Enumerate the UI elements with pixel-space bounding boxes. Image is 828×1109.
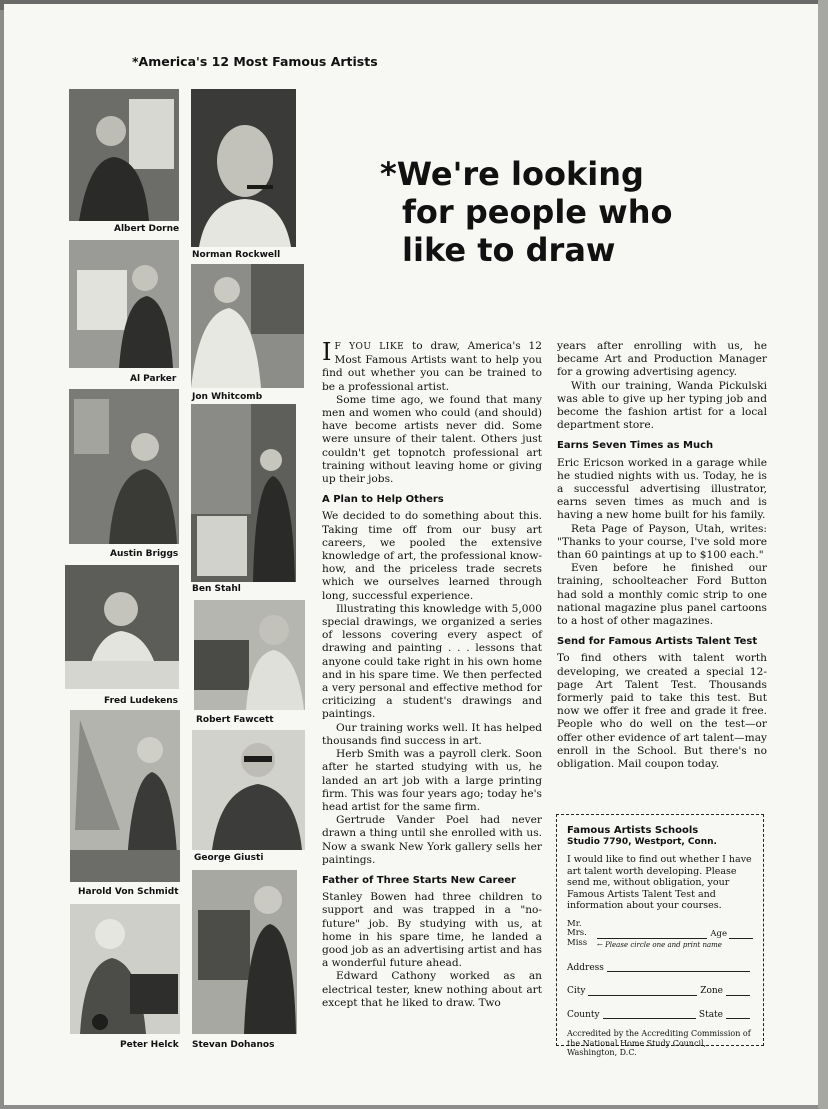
paragraph: Eric Ericson worked in a garage while he studied nights with us. Today, he is a successful advertising illustrator, earns seven times as much and is having a new home built for his family. [557, 456, 767, 522]
paragraph: Our training works well. It has helped thousands find success in art. [322, 721, 542, 747]
headline-line-1: *We're looking [380, 155, 644, 193]
title-mr[interactable]: Mr. [567, 918, 582, 929]
artist-caption: Harold Von Schmidt [78, 887, 179, 897]
page-edge-right [818, 0, 828, 1109]
paragraph: To find others with talent worth developing, we created a special 12-page Art Talent Test. Thousands formerly paid to take this test. But now we offer it free and grade it free. People who do well on the test—or offer other evidence of art talent—may enroll in the School. But there's no obligation. Mail coupon today. [557, 652, 767, 771]
paragraph: Some time ago, we found that many men and women who could (and should) have become artists never did. Some were unsure of their talent. Others just couldn't get topnotch professional art training without leaving home or giving up their jobs. [322, 393, 542, 486]
portrait-image [69, 89, 179, 221]
artist-caption: Robert Fawcett [196, 715, 274, 725]
artist-caption: Albert Dorne [114, 224, 180, 234]
age-label: Age [710, 928, 727, 939]
paragraph: Edward Cathony worked as an electrical tester, knew nothing about art except that he liked to draw. Two [322, 970, 542, 1009]
coupon-body: I would like to find out whether I have art talent worth developing. Please send me, without obligation, your Famous Artists Talent Test and information about your courses. [567, 854, 752, 911]
paragraph: Gertrude Vander Poel had never drawn a thing until she enrolled with us. Now a swank New York gallery sells her paintings. [322, 814, 542, 866]
address-line[interactable] [607, 971, 750, 972]
artist-caption: George Giusti [194, 853, 264, 863]
county-state-field[interactable] [567, 1010, 753, 1022]
city-line[interactable] [588, 995, 697, 996]
artist-photo [191, 264, 304, 388]
intro-paragraph [322, 340, 542, 394]
coupon-hint: Please circle one and print name [605, 941, 722, 949]
artist-photo [192, 730, 305, 850]
portrait-image [194, 600, 305, 710]
portrait-image [192, 730, 305, 850]
section-heading: Send for Famous Artists Talent Test [557, 636, 758, 648]
headline [380, 155, 800, 269]
state-label: State [698, 1009, 723, 1020]
portrait-image [69, 389, 179, 544]
paragraph: Even before he finished our training, schoolteacher Ford Button had sold a monthly comic strip to one national magazine plus panel cartoons to a host of other magazines. [557, 562, 767, 628]
headline-line-3: like to draw [402, 231, 616, 269]
county-label: County [567, 1009, 600, 1020]
artist-photo [69, 240, 179, 368]
artist-photo [65, 565, 179, 689]
paragraph: Herb Smith was a payroll clerk. Soon after he started studying with us, he landed an art job with a large printing firm. This was four years ago; today he's head artist for the same firm. [322, 748, 542, 813]
coupon-accreditation: Accredited by the Accrediting Commission of the National Home Study Council, Washington, D.C. [567, 1029, 751, 1057]
artist-caption: Peter Helck [120, 1040, 179, 1050]
coupon-name-field[interactable] [567, 920, 753, 951]
age-line[interactable] [729, 938, 753, 939]
artist-photo [191, 89, 296, 247]
headline-line-2: for people who [402, 193, 673, 231]
artist-photo [194, 600, 305, 710]
paragraph: years after enrolling with us, he became Art and Production Manager for a growing advertising agency. [557, 340, 767, 379]
artist-caption: Al Parker [130, 374, 177, 384]
title-options[interactable] [567, 920, 597, 949]
section-heading: A Plan to Help Others [322, 494, 444, 506]
mail-coupon[interactable] [556, 814, 764, 1057]
artist-photo [70, 710, 180, 882]
portrait-image [69, 240, 179, 368]
city-zone-field[interactable] [567, 986, 753, 998]
artist-caption: Jon Whitcomb [192, 392, 263, 402]
address-field[interactable] [567, 963, 753, 975]
section-heading: Earns Seven Times as Much [557, 440, 714, 452]
coupon-org: Famous Artists Schools [567, 825, 699, 836]
article-column-1 [322, 340, 542, 1010]
artist-photo [192, 870, 297, 1034]
artist-photo [191, 404, 296, 582]
portrait-image [70, 710, 180, 882]
artist-caption: Fred Ludekens [104, 696, 178, 706]
section-heading: Father of Three Starts New Career [322, 874, 516, 886]
city-label: City [567, 986, 586, 996]
paragraph: We decided to do something about this. Taking time off from our busy art careers, we pooled the extensive knowledge of art, the professional know-how, and the priceless trade secrets which we ourselves learned through long, successful experience. [322, 510, 542, 602]
zone-line[interactable] [726, 995, 750, 996]
artist-caption: Ben Stahl [192, 584, 241, 594]
artist-caption: Austin Briggs [110, 549, 179, 559]
county-line[interactable] [603, 1018, 696, 1019]
artist-photo [69, 89, 179, 221]
arrow-left-icon: ← Please circle one and print name [597, 941, 722, 949]
title-miss[interactable]: Miss [567, 937, 588, 948]
portrait-image [191, 404, 296, 582]
artist-caption: Stevan Dohanos [192, 1040, 275, 1050]
drop-cap: I [322, 338, 332, 366]
artist-photo [69, 389, 179, 544]
state-line[interactable] [726, 1018, 750, 1019]
article-column-2 [557, 340, 767, 771]
title-mrs[interactable]: Mrs. [567, 928, 587, 938]
intro-smallcaps: F YOU LIKE [334, 342, 405, 352]
artist-caption: Norman Rockwell [192, 250, 281, 260]
address-label: Address [567, 962, 604, 973]
portrait-image [191, 264, 304, 388]
name-line[interactable] [597, 938, 707, 939]
header-label: *America's 12 Most Famous Artists [132, 54, 378, 69]
paragraph: Reta Page of Payson, Utah, writes: "Thanks to your course, I've sold more than 60 paintings at up to $100 each." [557, 522, 767, 562]
portrait-image [191, 89, 296, 247]
paragraph: Stanley Bowen had three children to support and was trapped in a "no-future" job. By studying with us, at home in his spare time, he landed a good job as an advertising artist and has a wonderful future ahead. [322, 891, 542, 970]
portrait-image [70, 904, 180, 1034]
portrait-image [192, 870, 297, 1034]
paragraph: Illustrating this knowledge with 5,000 special drawings, we organized a series of lessons covering every aspect of drawing and painting . . . lessons that anyone could take right in his own home and in his spare time. We then perfected a very personal and effective method for criticizing a student's drawings and paintings. [322, 602, 542, 721]
paragraph: With our training, Wanda Pickulski was able to give up her typing job and become the fashion artist for a local department store. [557, 379, 767, 432]
coupon-studio: Studio 7790, Westport, Conn. [567, 836, 717, 847]
intro-text: to draw, America's 12 Most Famous Artists want to help you find out whether you can be trained to be a professional artist. [322, 340, 542, 393]
artist-photo [70, 904, 180, 1034]
zone-label: Zone [700, 986, 723, 996]
portrait-image [65, 565, 179, 689]
